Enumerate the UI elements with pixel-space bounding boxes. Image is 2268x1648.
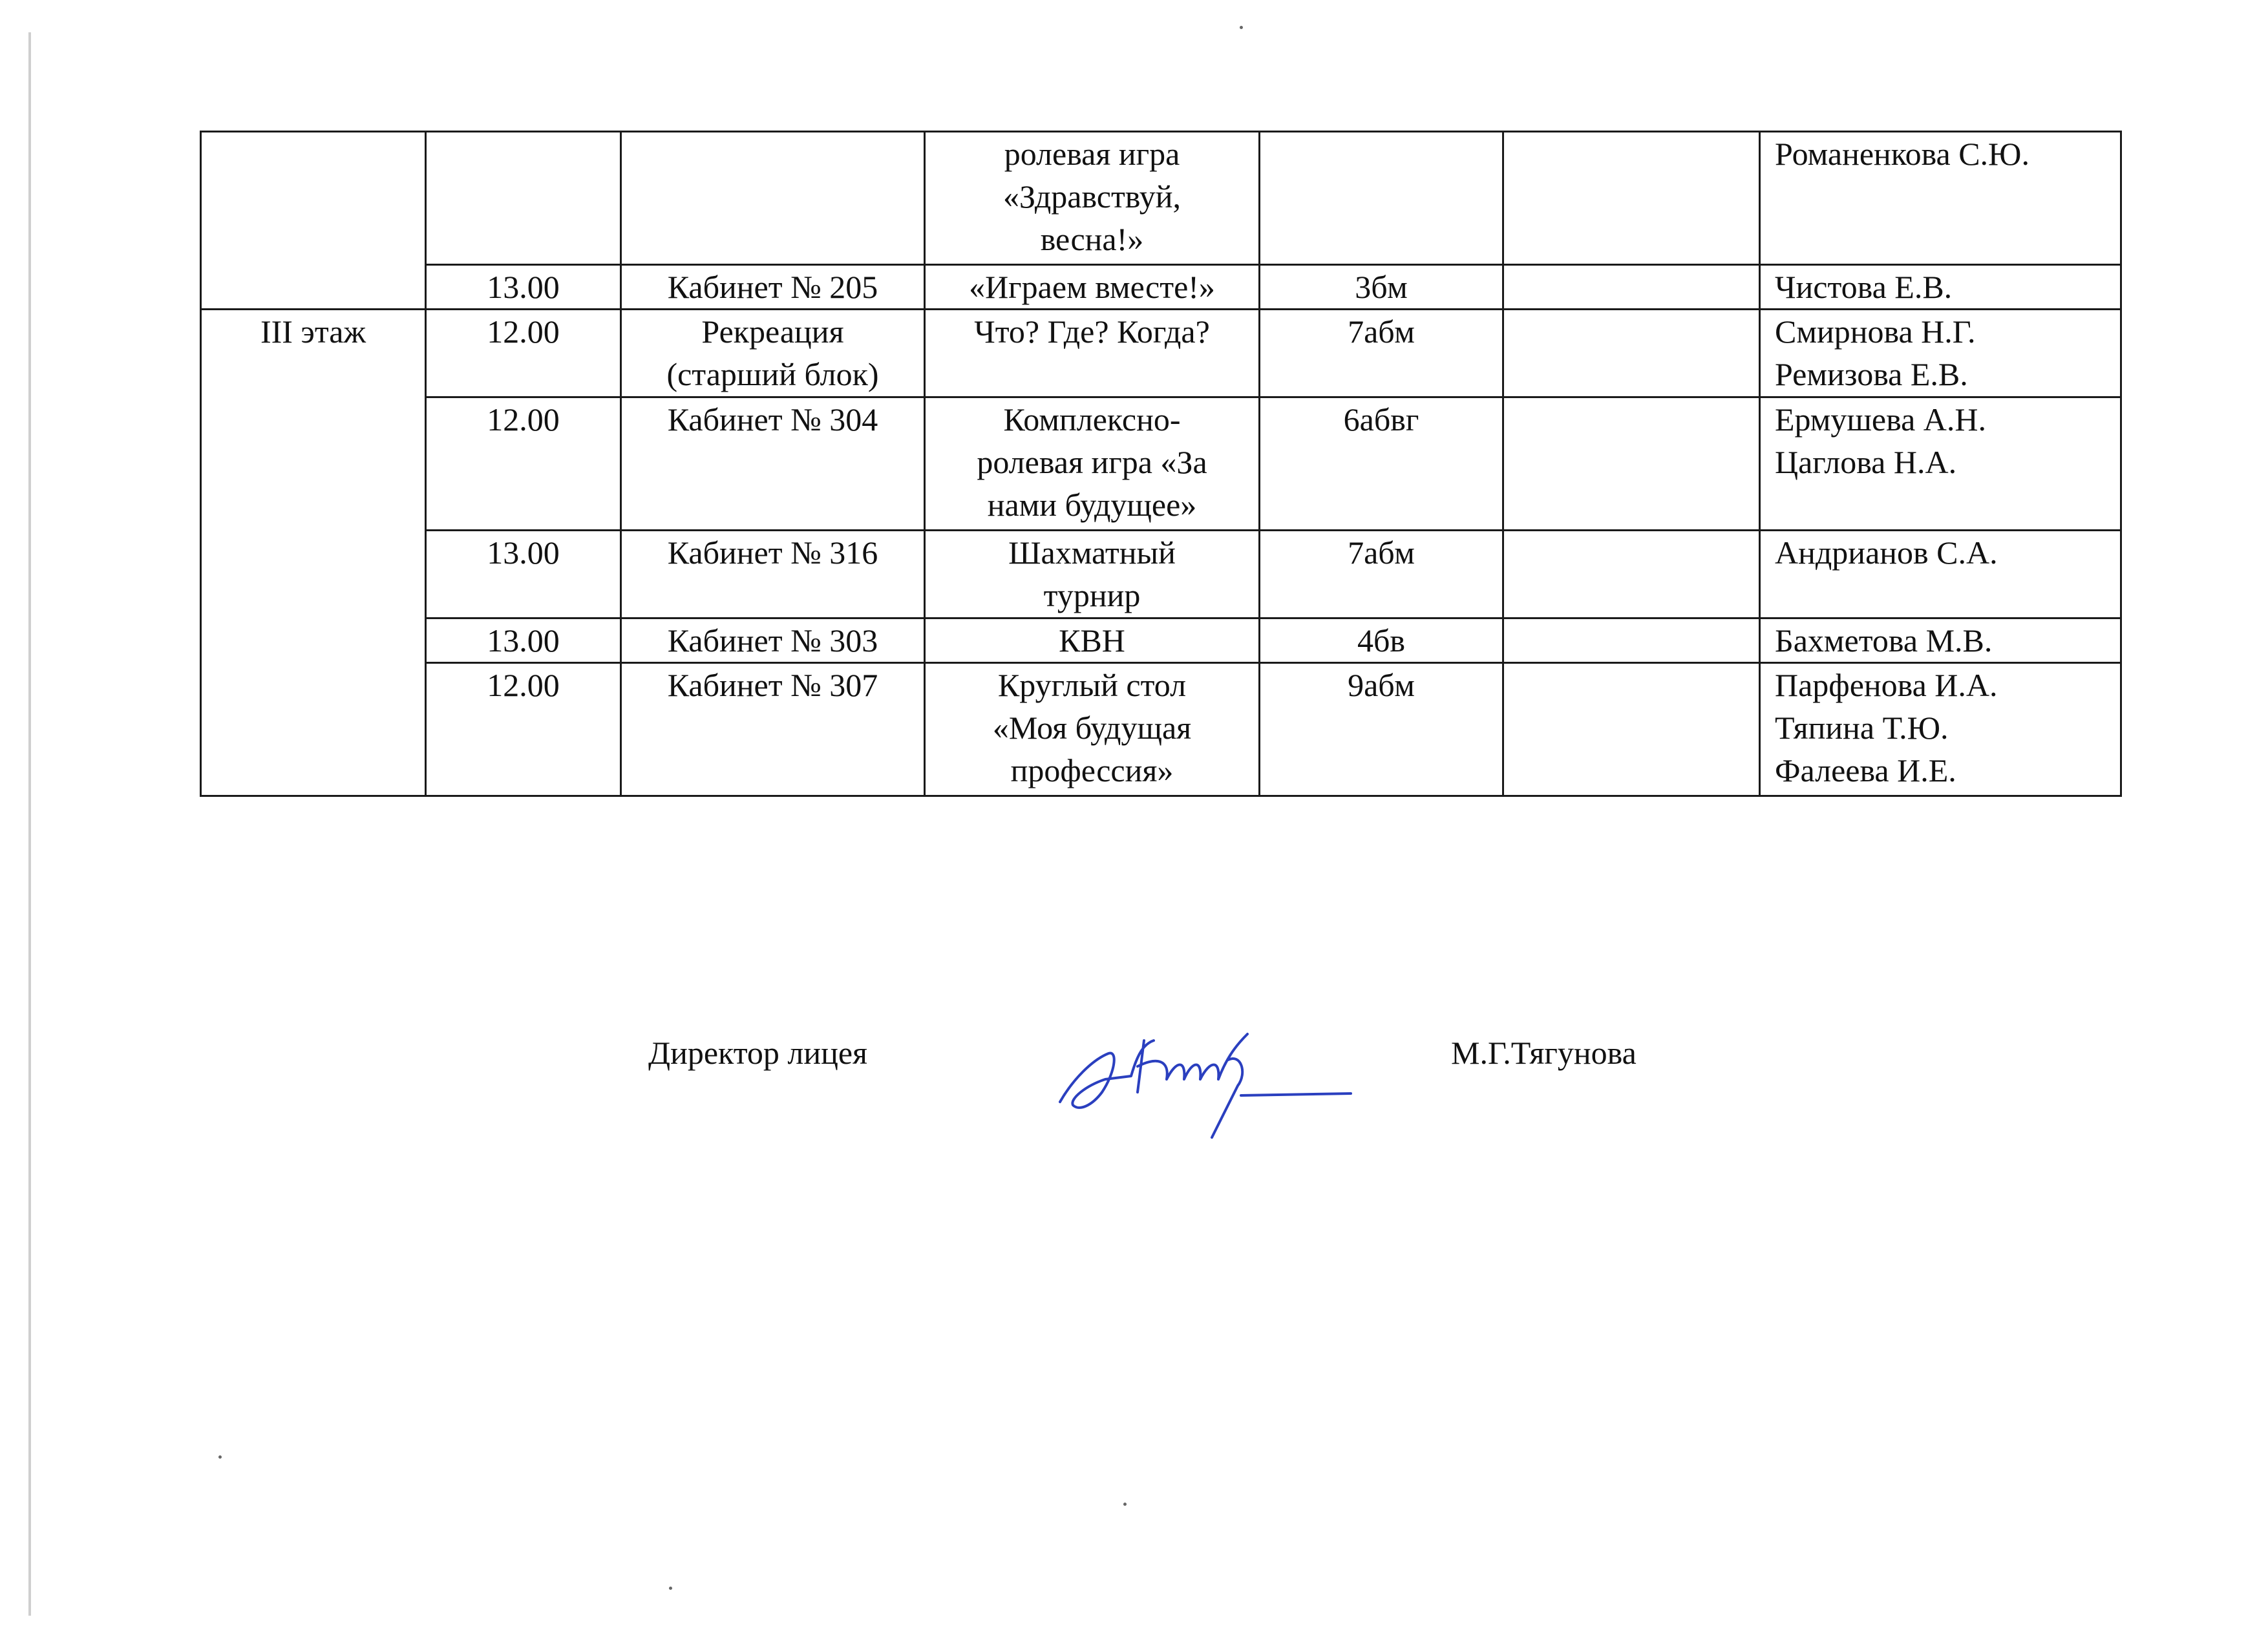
classes-cell: [1260, 132, 1503, 265]
floor-cell: III этаж: [201, 310, 426, 796]
floor-cell: [201, 132, 426, 310]
classes-cell: 6абвг: [1260, 397, 1503, 531]
event-cell: Комплексно- ролевая игра «За нами будущее»: [925, 397, 1260, 531]
table-row: [201, 310, 2121, 397]
table-row: [201, 265, 2121, 310]
time-cell: [426, 132, 621, 265]
place-cell: Рекреация (старший блок): [621, 310, 925, 397]
table-row: [201, 132, 2121, 265]
extra-cell: [1503, 132, 1760, 265]
scan-speck: [1240, 26, 1243, 29]
table-row: [201, 663, 2121, 796]
time-cell: 13.00: [426, 265, 621, 310]
responsible-cell: Смирнова Н.Г. Ремизова Е.В.: [1760, 310, 2121, 397]
classes-cell: 7абм: [1260, 310, 1503, 397]
handwritten-signature: [1047, 1015, 1383, 1144]
responsible-cell: Андрианов С.А.: [1760, 531, 2121, 618]
extra-cell: [1503, 310, 1760, 397]
responsible-cell: Чистова Е.В.: [1760, 265, 2121, 310]
event-cell: Круглый стол «Моя будущая профессия»: [925, 663, 1260, 796]
event-cell: Что? Где? Когда?: [925, 310, 1260, 397]
signature-stroke: [1060, 1034, 1247, 1137]
responsible-cell: Парфенова И.А. Тяпина Т.Ю. Фалеева И.Е.: [1760, 663, 2121, 796]
classes-cell: 7абм: [1260, 531, 1503, 618]
responsible-cell: Ермушева А.Н. Цаглова Н.А.: [1760, 397, 2121, 531]
classes-cell: 3бм: [1260, 265, 1503, 310]
responsible-cell: Бахметова М.В.: [1760, 618, 2121, 663]
place-cell: Кабинет № 316: [621, 531, 925, 618]
place-cell: Кабинет № 303: [621, 618, 925, 663]
place-cell: Кабинет № 304: [621, 397, 925, 531]
director-name: М.Г.Тягунова: [1451, 1035, 1637, 1071]
place-cell: [621, 132, 925, 265]
time-cell: 12.00: [426, 397, 621, 531]
extra-cell: [1503, 397, 1760, 531]
scan-speck: [1123, 1503, 1127, 1506]
event-schedule-table: [200, 131, 2122, 797]
event-cell: КВН: [925, 618, 1260, 663]
classes-cell: 4бв: [1260, 618, 1503, 663]
scan-speck: [218, 1455, 222, 1459]
table-row: [201, 397, 2121, 531]
signature-underline: [1241, 1093, 1351, 1095]
director-title: Директор лицея: [648, 1035, 868, 1071]
responsible-cell: Романенкова С.Ю.: [1760, 132, 2121, 265]
extra-cell: [1503, 618, 1760, 663]
extra-cell: [1503, 531, 1760, 618]
extra-cell: [1503, 265, 1760, 310]
time-cell: 12.00: [426, 663, 621, 796]
time-cell: 13.00: [426, 618, 621, 663]
scan-page-edge: [28, 32, 31, 1616]
signature-block: [0, 1015, 2268, 1183]
time-cell: 12.00: [426, 310, 621, 397]
extra-cell: [1503, 663, 1760, 796]
event-cell: «Играем вместе!»: [925, 265, 1260, 310]
event-cell: ролевая игра «Здравствуй, весна!»: [925, 132, 1260, 265]
place-cell: Кабинет № 205: [621, 265, 925, 310]
table-row: [201, 618, 2121, 663]
table-row: [201, 531, 2121, 618]
scan-speck: [669, 1587, 672, 1590]
time-cell: 13.00: [426, 531, 621, 618]
place-cell: Кабинет № 307: [621, 663, 925, 796]
classes-cell: 9абм: [1260, 663, 1503, 796]
event-cell: Шахматный турнир: [925, 531, 1260, 618]
